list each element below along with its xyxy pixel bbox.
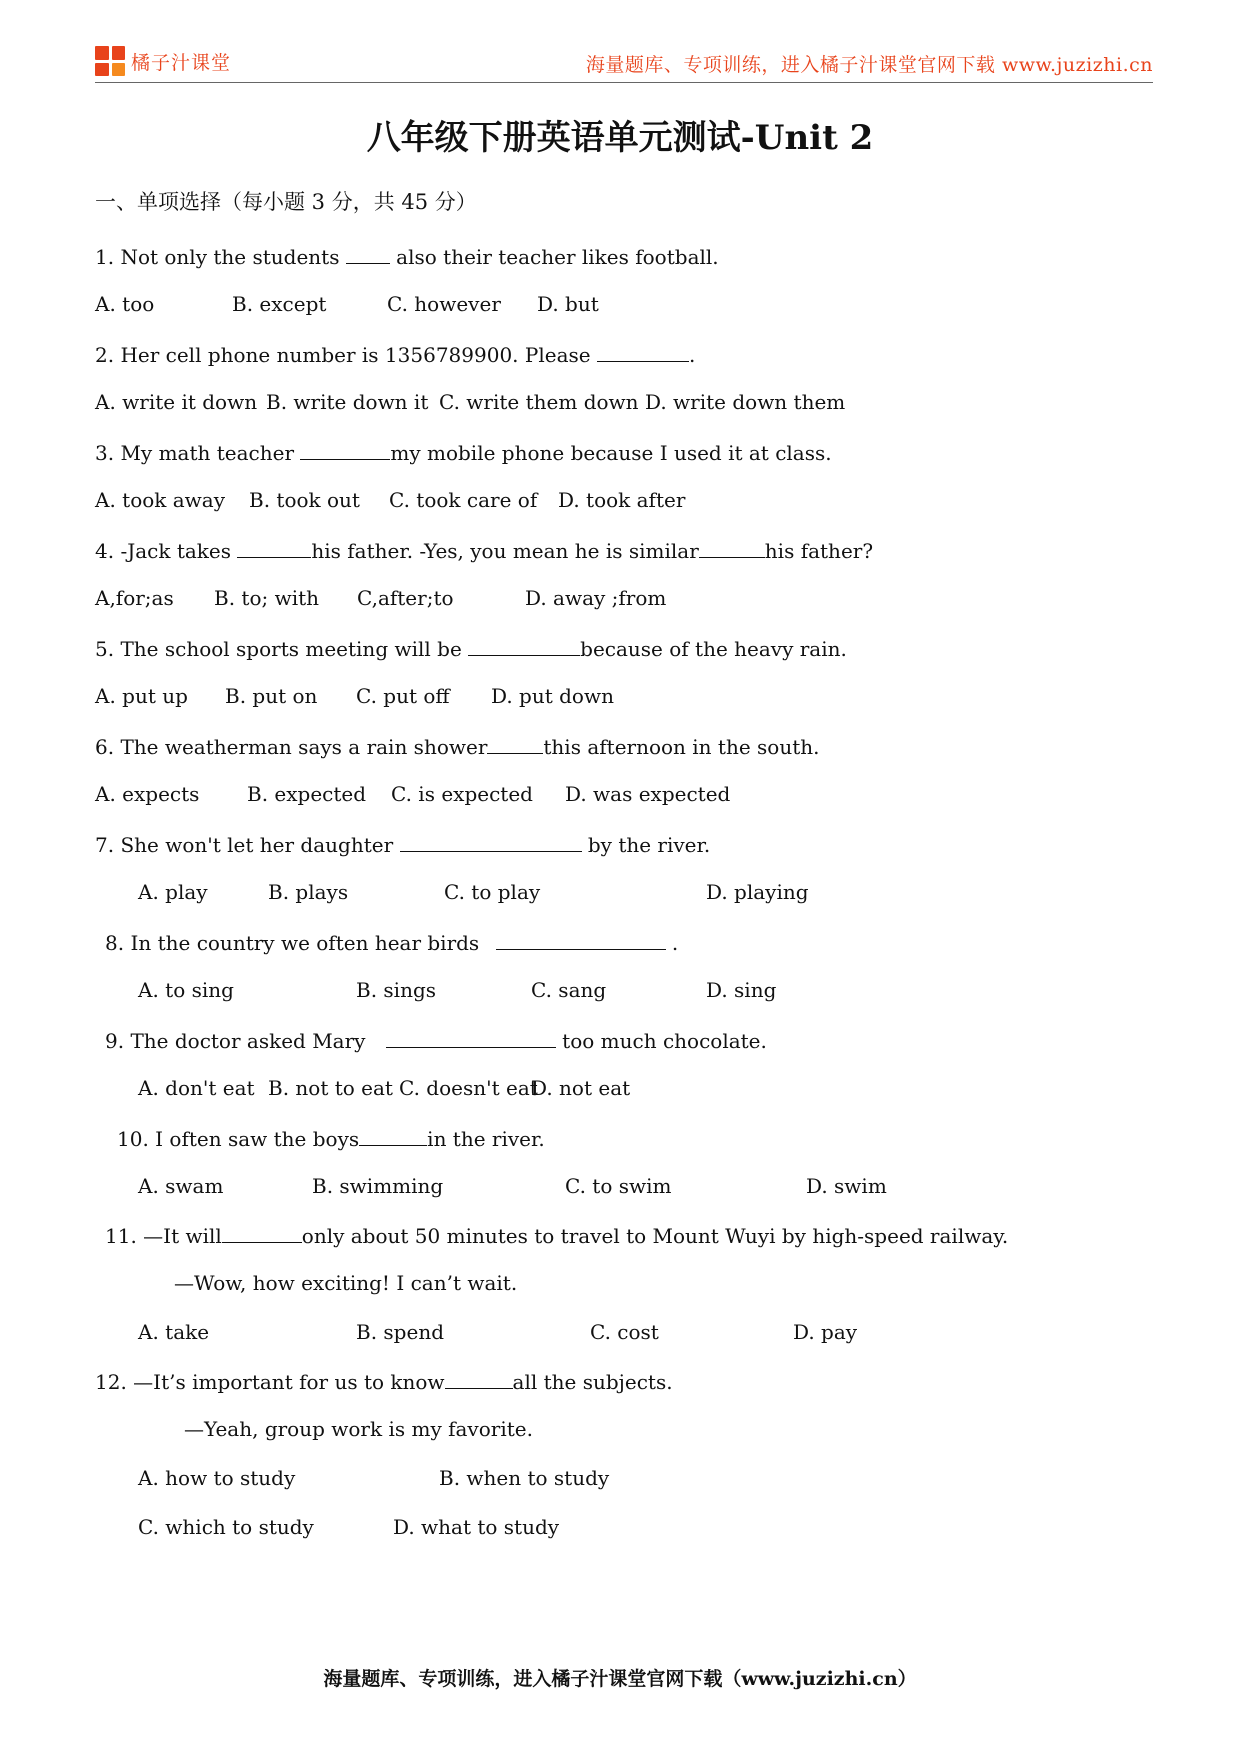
question-text: 10. I often saw the boys xyxy=(117,1127,360,1151)
question-text: 5. The school sports meeting will be xyxy=(95,637,469,661)
option-c[interactable]: C. sang xyxy=(531,978,607,1002)
answer-blank[interactable] xyxy=(699,537,765,558)
question-9 xyxy=(105,1027,767,1053)
question-text: 3. My math teacher xyxy=(95,441,301,465)
question-text: 9. The doctor asked Mary xyxy=(105,1029,372,1053)
question-6 xyxy=(95,733,820,759)
option-a[interactable]: A. don't eat xyxy=(138,1076,255,1100)
option-c[interactable]: C,after;to xyxy=(357,586,454,610)
question-10 xyxy=(117,1125,545,1151)
option-b[interactable]: B. took out xyxy=(249,488,360,512)
option-c[interactable]: C. doesn't eat xyxy=(399,1076,538,1100)
option-b[interactable]: B. plays xyxy=(268,880,349,904)
answer-blank[interactable] xyxy=(222,1222,302,1243)
option-d[interactable]: D. what to study xyxy=(393,1515,560,1539)
option-d[interactable]: D. not eat xyxy=(531,1076,631,1100)
option-b[interactable]: B. spend xyxy=(356,1320,444,1344)
question-text: because of the heavy rain. xyxy=(580,637,847,661)
question-text: all the subjects. xyxy=(512,1370,673,1394)
question-11-reply: —Wow, how exciting! I can’t wait. xyxy=(174,1271,518,1295)
option-c[interactable]: C. however xyxy=(387,292,501,316)
question-text: 11. —It will xyxy=(105,1224,222,1248)
question-12 xyxy=(95,1368,673,1394)
option-c[interactable]: C. cost xyxy=(590,1320,659,1344)
question-8 xyxy=(105,929,678,955)
question-1 xyxy=(95,243,719,269)
option-b[interactable]: B. expected xyxy=(247,782,367,806)
option-c[interactable]: C. to swim xyxy=(565,1174,672,1198)
option-a[interactable]: A. play xyxy=(138,880,208,904)
answer-blank[interactable] xyxy=(346,243,390,264)
option-d[interactable]: D. swim xyxy=(806,1174,887,1198)
option-d[interactable]: D. but xyxy=(537,292,599,316)
question-text: by the river. xyxy=(581,833,711,857)
question-text: 12. —It’s important for us to know xyxy=(95,1370,445,1394)
question-5 xyxy=(95,635,847,661)
question-text: my mobile phone because I used it at class. xyxy=(390,441,832,465)
header-slogan: 海量题库、专项训练，进入橘子汁课堂官网下载 www.juzizhi.cn xyxy=(585,54,1153,76)
question-text: 1. Not only the students xyxy=(95,245,346,269)
question-text: in the river. xyxy=(427,1127,545,1151)
question-text: 2. Her cell phone number is 1356789900. Please xyxy=(95,343,597,367)
option-c[interactable]: C. took care of xyxy=(389,488,538,512)
option-c[interactable]: C. put off xyxy=(356,684,450,708)
option-a[interactable]: A. expects xyxy=(95,782,200,806)
option-d[interactable]: D. write down them xyxy=(645,390,846,414)
question-12-reply: —Yeah, group work is my favorite. xyxy=(184,1417,533,1441)
logo-text: 橘子汁课堂 xyxy=(131,51,232,74)
question-7 xyxy=(95,831,710,857)
option-a[interactable]: A. took away xyxy=(95,488,226,512)
option-a[interactable]: A. too xyxy=(95,292,155,316)
question-text: too much chocolate. xyxy=(555,1029,767,1053)
answer-blank[interactable] xyxy=(400,831,582,852)
answer-blank[interactable] xyxy=(237,537,311,558)
question-text: also their teacher likes football. xyxy=(389,245,719,269)
question-text: 8. In the country we often hear birds xyxy=(105,931,486,955)
option-d[interactable]: D. away ;from xyxy=(525,586,667,610)
logo-icon xyxy=(95,46,125,76)
option-a[interactable]: A,for;as xyxy=(95,586,174,610)
question-11 xyxy=(105,1222,1008,1248)
option-d[interactable]: D. was expected xyxy=(565,782,731,806)
answer-blank[interactable] xyxy=(359,1125,427,1146)
question-text: only about 50 minutes to travel to Mount Wuyi by high-speed railway. xyxy=(301,1224,1009,1248)
option-b[interactable]: B. put on xyxy=(225,684,318,708)
answer-blank[interactable] xyxy=(487,733,543,754)
question-text: 6. The weatherman says a rain shower xyxy=(95,735,488,759)
option-a[interactable]: A. to sing xyxy=(138,978,234,1002)
option-c[interactable]: C. which to study xyxy=(138,1515,314,1539)
option-c[interactable]: C. to play xyxy=(444,880,541,904)
question-3 xyxy=(95,439,832,465)
option-c[interactable]: C. is expected xyxy=(391,782,533,806)
option-d[interactable]: D. took after xyxy=(558,488,686,512)
answer-blank[interactable] xyxy=(496,929,666,950)
question-text: his father? xyxy=(764,539,874,563)
answer-blank[interactable] xyxy=(445,1368,513,1389)
option-b[interactable]: B. except xyxy=(232,292,327,316)
question-4 xyxy=(95,537,873,563)
logo xyxy=(95,46,231,76)
option-b[interactable]: B. to; with xyxy=(214,586,320,610)
option-b[interactable]: B. when to study xyxy=(439,1466,610,1490)
question-text: 4. -Jack takes xyxy=(95,539,238,563)
option-b[interactable]: B. not to eat xyxy=(268,1076,393,1100)
question-text: this afternoon in the south. xyxy=(543,735,820,759)
option-b[interactable]: B. swimming xyxy=(312,1174,444,1198)
option-d[interactable]: D. playing xyxy=(706,880,809,904)
option-c[interactable]: C. write them down xyxy=(439,390,639,414)
section-heading: 一、单项选择（每小题 3 分，共 45 分） xyxy=(95,190,477,214)
question-text: . xyxy=(665,931,679,955)
answer-blank[interactable] xyxy=(468,635,580,656)
answer-blank[interactable] xyxy=(597,341,689,362)
page-header xyxy=(95,40,1153,83)
option-a[interactable]: A. how to study xyxy=(138,1466,296,1490)
page-title: 八年级下册英语单元测试-Unit 2 xyxy=(366,118,874,158)
option-d[interactable]: D. pay xyxy=(793,1320,858,1344)
answer-blank[interactable] xyxy=(386,1027,556,1048)
question-text: . xyxy=(688,343,696,367)
question-text: 7. She won't let her daughter xyxy=(95,833,400,857)
question-2 xyxy=(95,341,695,367)
option-a[interactable]: A. put up xyxy=(95,684,188,708)
question-text: his father. -Yes, you mean he is similar xyxy=(311,539,699,563)
option-a[interactable]: A. take xyxy=(138,1320,210,1344)
page-footer: 海量题库、专项训练，进入橘子汁课堂官网下载（www.juzizhi.cn） xyxy=(323,1668,917,1690)
option-d[interactable]: D. put down xyxy=(491,684,614,708)
option-d[interactable]: D. sing xyxy=(706,978,777,1002)
answer-blank[interactable] xyxy=(300,439,390,460)
option-b[interactable]: B. write down it xyxy=(266,390,429,414)
option-b[interactable]: B. sings xyxy=(356,978,437,1002)
option-a[interactable]: A. swam xyxy=(138,1174,224,1198)
option-a[interactable]: A. write it down xyxy=(95,390,258,414)
